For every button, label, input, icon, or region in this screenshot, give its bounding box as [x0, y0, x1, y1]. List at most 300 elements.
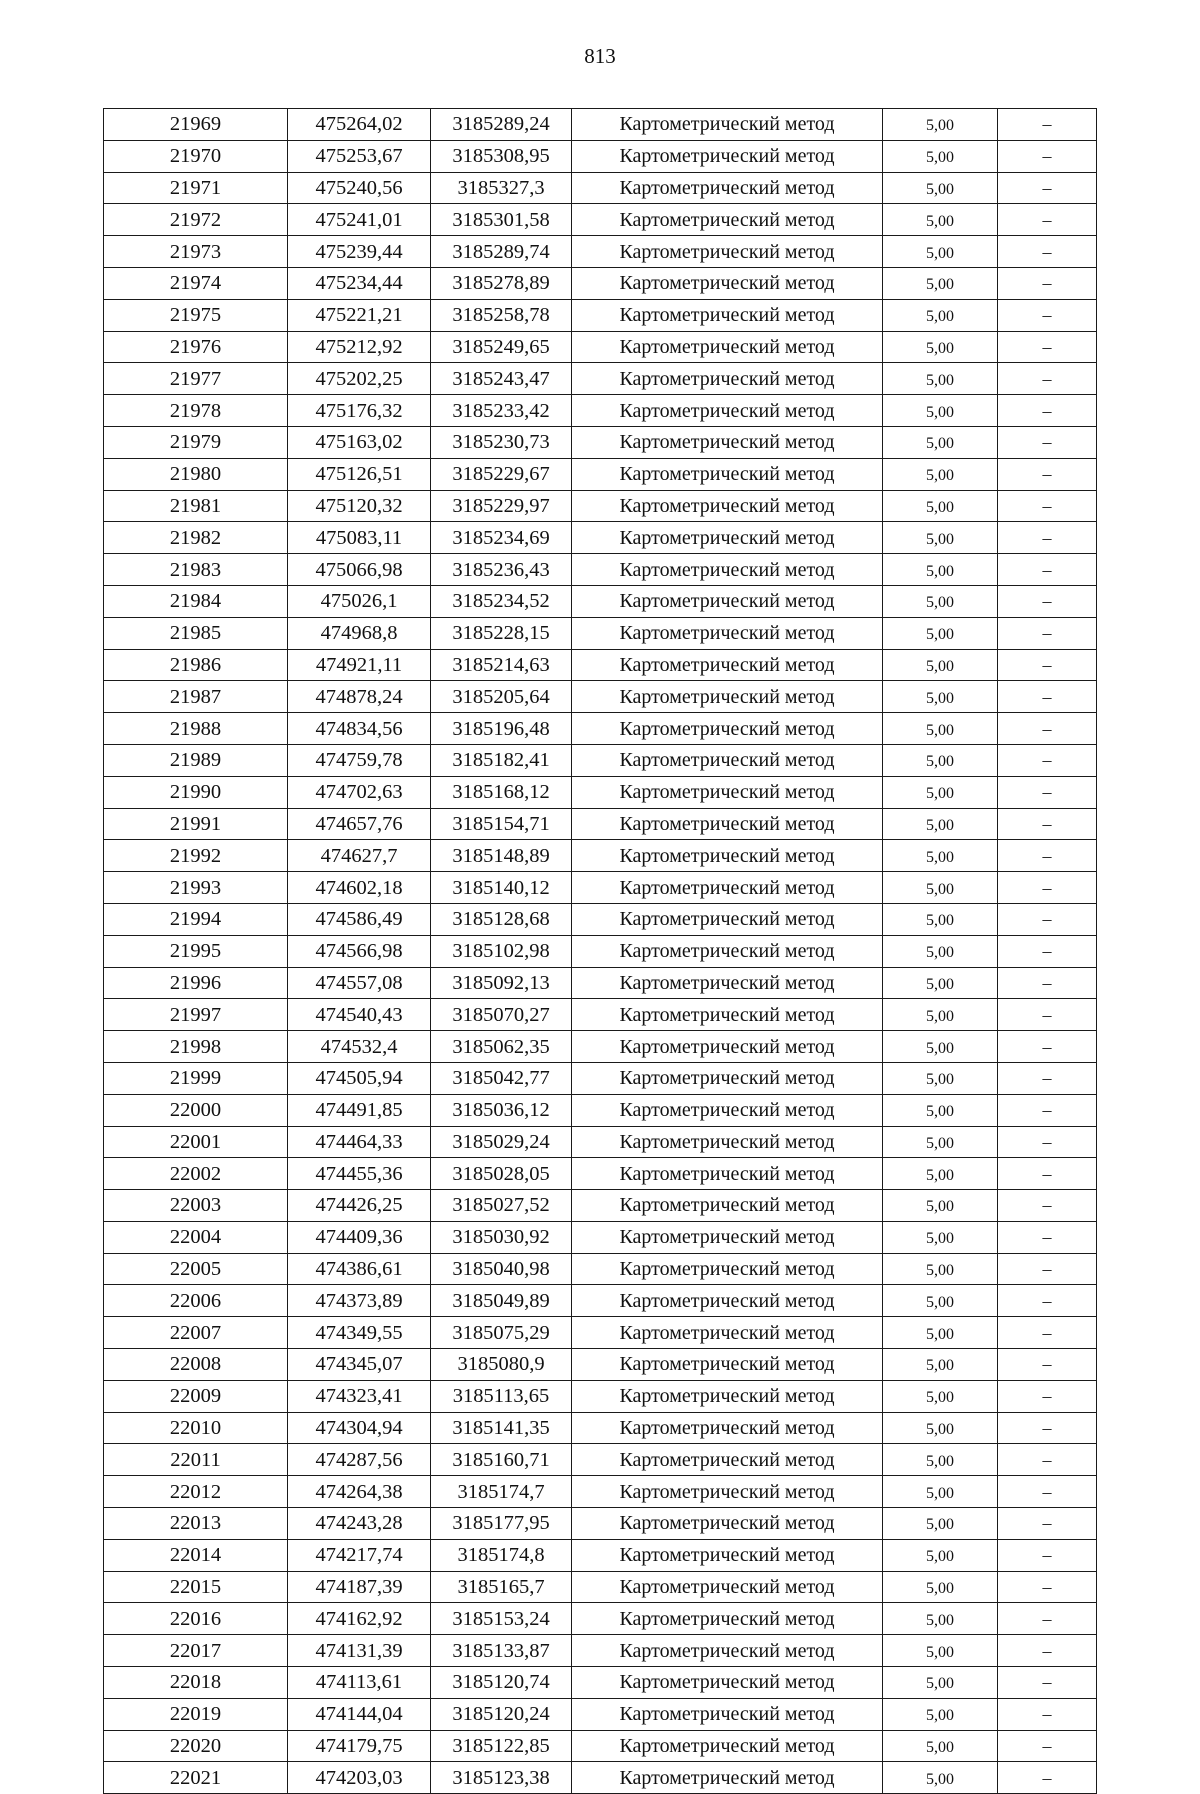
x-coordinate-cell: 474586,49 [288, 903, 431, 935]
y-coordinate-cell: 3185080,9 [431, 1349, 572, 1381]
description-cell: – [998, 744, 1097, 776]
y-coordinate-cell: 3185133,87 [431, 1635, 572, 1667]
y-coordinate-cell: 3185327,3 [431, 172, 572, 204]
table-row [104, 299, 1097, 331]
point-number-cell: 21976 [104, 331, 288, 363]
description-cell: – [998, 1603, 1097, 1635]
y-coordinate-cell: 3185174,8 [431, 1539, 572, 1571]
point-number-cell: 21985 [104, 617, 288, 649]
point-number-cell: 21998 [104, 1031, 288, 1063]
description-cell: – [998, 935, 1097, 967]
point-number-cell: 21988 [104, 713, 288, 745]
point-number-cell: 21992 [104, 840, 288, 872]
method-cell: Картометрический метод [572, 109, 883, 141]
table-row [104, 649, 1097, 681]
table-row [104, 1476, 1097, 1508]
x-coordinate-cell: 474287,56 [288, 1444, 431, 1476]
point-number-cell: 22020 [104, 1730, 288, 1762]
accuracy-cell: 5,00 [883, 1476, 998, 1508]
accuracy-cell: 5,00 [883, 999, 998, 1031]
table-row [104, 109, 1097, 141]
description-cell: – [998, 585, 1097, 617]
x-coordinate-cell: 474144,04 [288, 1698, 431, 1730]
accuracy-cell: 5,00 [883, 1190, 998, 1222]
method-cell: Картометрический метод [572, 967, 883, 999]
table-row [104, 1317, 1097, 1349]
y-coordinate-cell: 3185234,69 [431, 522, 572, 554]
method-cell: Картометрический метод [572, 1126, 883, 1158]
method-cell: Картометрический метод [572, 1158, 883, 1190]
table-row [104, 458, 1097, 490]
table-row [104, 1539, 1097, 1571]
description-cell: – [998, 1190, 1097, 1222]
table-row [104, 744, 1097, 776]
description-cell: – [998, 1539, 1097, 1571]
x-coordinate-cell: 474566,98 [288, 935, 431, 967]
x-coordinate-cell: 475240,56 [288, 172, 431, 204]
method-cell: Картометрический метод [572, 554, 883, 586]
point-number-cell: 21993 [104, 872, 288, 904]
y-coordinate-cell: 3185301,58 [431, 204, 572, 236]
method-cell: Картометрический метод [572, 999, 883, 1031]
x-coordinate-cell: 474505,94 [288, 1062, 431, 1094]
y-coordinate-cell: 3185168,12 [431, 776, 572, 808]
description-cell: – [998, 1571, 1097, 1603]
y-coordinate-cell: 3185249,65 [431, 331, 572, 363]
method-cell: Картометрический метод [572, 1380, 883, 1412]
point-number-cell: 22007 [104, 1317, 288, 1349]
description-cell: – [998, 1285, 1097, 1317]
point-number-cell: 21981 [104, 490, 288, 522]
description-cell: – [998, 140, 1097, 172]
y-coordinate-cell: 3185102,98 [431, 935, 572, 967]
table-row [104, 713, 1097, 745]
description-cell: – [998, 840, 1097, 872]
method-cell: Картометрический метод [572, 363, 883, 395]
method-cell: Картометрический метод [572, 172, 883, 204]
point-number-cell: 21975 [104, 299, 288, 331]
y-coordinate-cell: 3185289,24 [431, 109, 572, 141]
table-row [104, 426, 1097, 458]
description-cell: – [998, 1667, 1097, 1699]
x-coordinate-cell: 474464,33 [288, 1126, 431, 1158]
method-cell: Картометрический метод [572, 1253, 883, 1285]
description-cell: – [998, 458, 1097, 490]
table-row [104, 1126, 1097, 1158]
method-cell: Картометрический метод [572, 1094, 883, 1126]
point-number-cell: 21977 [104, 363, 288, 395]
y-coordinate-cell: 3185030,92 [431, 1221, 572, 1253]
method-cell: Картометрический метод [572, 299, 883, 331]
method-cell: Картометрический метод [572, 1031, 883, 1063]
accuracy-cell: 5,00 [883, 1762, 998, 1794]
table-row [104, 1730, 1097, 1762]
accuracy-cell: 5,00 [883, 363, 998, 395]
method-cell: Картометрический метод [572, 649, 883, 681]
y-coordinate-cell: 3185236,43 [431, 554, 572, 586]
y-coordinate-cell: 3185177,95 [431, 1508, 572, 1540]
table-row [104, 1667, 1097, 1699]
table-row [104, 935, 1097, 967]
table-row [104, 140, 1097, 172]
method-cell: Картометрический метод [572, 267, 883, 299]
table-row [104, 872, 1097, 904]
table-row [104, 1603, 1097, 1635]
point-number-cell: 22012 [104, 1476, 288, 1508]
description-cell: – [998, 331, 1097, 363]
method-cell: Картометрический метод [572, 490, 883, 522]
x-coordinate-cell: 475253,67 [288, 140, 431, 172]
table-row [104, 331, 1097, 363]
y-coordinate-cell: 3185278,89 [431, 267, 572, 299]
x-coordinate-cell: 474491,85 [288, 1094, 431, 1126]
point-number-cell: 21969 [104, 109, 288, 141]
y-coordinate-cell: 3185289,74 [431, 236, 572, 268]
point-number-cell: 22006 [104, 1285, 288, 1317]
method-cell: Картометрический метод [572, 1221, 883, 1253]
accuracy-cell: 5,00 [883, 1158, 998, 1190]
method-cell: Картометрический метод [572, 585, 883, 617]
accuracy-cell: 5,00 [883, 490, 998, 522]
description-cell: – [998, 426, 1097, 458]
point-number-cell: 21982 [104, 522, 288, 554]
y-coordinate-cell: 3185027,52 [431, 1190, 572, 1222]
method-cell: Картометрический метод [572, 935, 883, 967]
y-coordinate-cell: 3185075,29 [431, 1317, 572, 1349]
description-cell: – [998, 363, 1097, 395]
point-number-cell: 21987 [104, 681, 288, 713]
accuracy-cell: 5,00 [883, 1730, 998, 1762]
x-coordinate-cell: 474162,92 [288, 1603, 431, 1635]
accuracy-cell: 5,00 [883, 1539, 998, 1571]
accuracy-cell: 5,00 [883, 1285, 998, 1317]
point-number-cell: 22017 [104, 1635, 288, 1667]
y-coordinate-cell: 3185228,15 [431, 617, 572, 649]
point-number-cell: 21991 [104, 808, 288, 840]
x-coordinate-cell: 474243,28 [288, 1508, 431, 1540]
method-cell: Картометрический метод [572, 395, 883, 427]
page-number: 813 [584, 44, 616, 68]
x-coordinate-cell: 474627,7 [288, 840, 431, 872]
table-row [104, 617, 1097, 649]
y-coordinate-cell: 3185233,42 [431, 395, 572, 427]
x-coordinate-cell: 475163,02 [288, 426, 431, 458]
table-row [104, 267, 1097, 299]
method-cell: Картометрический метод [572, 1603, 883, 1635]
description-cell: – [998, 204, 1097, 236]
x-coordinate-cell: 474557,08 [288, 967, 431, 999]
y-coordinate-cell: 3185229,97 [431, 490, 572, 522]
description-cell: – [998, 1126, 1097, 1158]
description-cell: – [998, 1317, 1097, 1349]
x-coordinate-cell: 475264,02 [288, 109, 431, 141]
accuracy-cell: 5,00 [883, 1571, 998, 1603]
y-coordinate-cell: 3185214,63 [431, 649, 572, 681]
description-cell: – [998, 395, 1097, 427]
method-cell: Картометрический метод [572, 744, 883, 776]
description-cell: – [998, 1635, 1097, 1667]
y-coordinate-cell: 3185042,77 [431, 1062, 572, 1094]
accuracy-cell: 5,00 [883, 872, 998, 904]
table-row [104, 967, 1097, 999]
table-row [104, 1635, 1097, 1667]
description-cell: – [998, 1508, 1097, 1540]
accuracy-cell: 5,00 [883, 935, 998, 967]
description-cell: – [998, 681, 1097, 713]
accuracy-cell: 5,00 [883, 649, 998, 681]
description-cell: – [998, 1253, 1097, 1285]
method-cell: Картометрический метод [572, 1190, 883, 1222]
table-row [104, 681, 1097, 713]
method-cell: Картометрический метод [572, 204, 883, 236]
table-row [104, 1031, 1097, 1063]
method-cell: Картометрический метод [572, 1412, 883, 1444]
y-coordinate-cell: 3185174,7 [431, 1476, 572, 1508]
method-cell: Картометрический метод [572, 1730, 883, 1762]
method-cell: Картометрический метод [572, 1508, 883, 1540]
table-row [104, 204, 1097, 236]
point-number-cell: 22014 [104, 1539, 288, 1571]
table-row [104, 1221, 1097, 1253]
description-cell: – [998, 713, 1097, 745]
accuracy-cell: 5,00 [883, 267, 998, 299]
x-coordinate-cell: 475083,11 [288, 522, 431, 554]
accuracy-cell: 5,00 [883, 617, 998, 649]
method-cell: Картометрический метод [572, 840, 883, 872]
accuracy-cell: 5,00 [883, 585, 998, 617]
table-row [104, 808, 1097, 840]
y-coordinate-cell: 3185036,12 [431, 1094, 572, 1126]
method-cell: Картометрический метод [572, 776, 883, 808]
description-cell: – [998, 1476, 1097, 1508]
description-cell: – [998, 903, 1097, 935]
y-coordinate-cell: 3185165,7 [431, 1571, 572, 1603]
point-number-cell: 22013 [104, 1508, 288, 1540]
table-row [104, 1380, 1097, 1412]
y-coordinate-cell: 3185122,85 [431, 1730, 572, 1762]
table-row [104, 363, 1097, 395]
accuracy-cell: 5,00 [883, 1635, 998, 1667]
table-row [104, 903, 1097, 935]
method-cell: Картометрический метод [572, 1444, 883, 1476]
description-cell: – [998, 172, 1097, 204]
x-coordinate-cell: 474426,25 [288, 1190, 431, 1222]
accuracy-cell: 5,00 [883, 1349, 998, 1381]
method-cell: Картометрический метод [572, 140, 883, 172]
x-coordinate-cell: 475202,25 [288, 363, 431, 395]
table-row [104, 236, 1097, 268]
coordinates-table-body [104, 109, 1097, 1794]
method-cell: Картометрический метод [572, 426, 883, 458]
description-cell: – [998, 522, 1097, 554]
accuracy-cell: 5,00 [883, 1253, 998, 1285]
table-row [104, 776, 1097, 808]
point-number-cell: 21983 [104, 554, 288, 586]
accuracy-cell: 5,00 [883, 140, 998, 172]
description-cell: – [998, 808, 1097, 840]
point-number-cell: 22018 [104, 1667, 288, 1699]
method-cell: Картометрический метод [572, 713, 883, 745]
accuracy-cell: 5,00 [883, 1317, 998, 1349]
y-coordinate-cell: 3185154,71 [431, 808, 572, 840]
accuracy-cell: 5,00 [883, 776, 998, 808]
y-coordinate-cell: 3185120,74 [431, 1667, 572, 1699]
x-coordinate-cell: 475234,44 [288, 267, 431, 299]
description-cell: – [998, 999, 1097, 1031]
description-cell: – [998, 872, 1097, 904]
point-number-cell: 22002 [104, 1158, 288, 1190]
method-cell: Картометрический метод [572, 1476, 883, 1508]
point-number-cell: 22001 [104, 1126, 288, 1158]
accuracy-cell: 5,00 [883, 204, 998, 236]
y-coordinate-cell: 3185049,89 [431, 1285, 572, 1317]
y-coordinate-cell: 3185205,64 [431, 681, 572, 713]
point-number-cell: 22019 [104, 1698, 288, 1730]
method-cell: Картометрический метод [572, 1698, 883, 1730]
x-coordinate-cell: 474349,55 [288, 1317, 431, 1349]
point-number-cell: 21973 [104, 236, 288, 268]
description-cell: – [998, 776, 1097, 808]
point-number-cell: 21995 [104, 935, 288, 967]
x-coordinate-cell: 474131,39 [288, 1635, 431, 1667]
y-coordinate-cell: 3185308,95 [431, 140, 572, 172]
method-cell: Картометрический метод [572, 617, 883, 649]
description-cell: – [998, 299, 1097, 331]
description-cell: – [998, 1762, 1097, 1794]
accuracy-cell: 5,00 [883, 1412, 998, 1444]
table-row [104, 1762, 1097, 1794]
x-coordinate-cell: 474878,24 [288, 681, 431, 713]
coordinates-table [103, 108, 1097, 1794]
point-number-cell: 22021 [104, 1762, 288, 1794]
table-row [104, 1285, 1097, 1317]
point-number-cell: 21990 [104, 776, 288, 808]
method-cell: Картометрический метод [572, 1571, 883, 1603]
table-row [104, 522, 1097, 554]
point-number-cell: 21971 [104, 172, 288, 204]
point-number-cell: 21970 [104, 140, 288, 172]
description-cell: – [998, 1349, 1097, 1381]
method-cell: Картометрический метод [572, 522, 883, 554]
description-cell: – [998, 1062, 1097, 1094]
x-coordinate-cell: 475026,1 [288, 585, 431, 617]
table-row [104, 1158, 1097, 1190]
x-coordinate-cell: 475241,01 [288, 204, 431, 236]
x-coordinate-cell: 474532,4 [288, 1031, 431, 1063]
accuracy-cell: 5,00 [883, 713, 998, 745]
description-cell: – [998, 617, 1097, 649]
accuracy-cell: 5,00 [883, 522, 998, 554]
x-coordinate-cell: 475212,92 [288, 331, 431, 363]
accuracy-cell: 5,00 [883, 1126, 998, 1158]
method-cell: Картометрический метод [572, 1062, 883, 1094]
accuracy-cell: 5,00 [883, 744, 998, 776]
description-cell: – [998, 267, 1097, 299]
y-coordinate-cell: 3185196,48 [431, 713, 572, 745]
table-row [104, 1508, 1097, 1540]
point-number-cell: 21986 [104, 649, 288, 681]
method-cell: Картометрический метод [572, 872, 883, 904]
description-cell: – [998, 1380, 1097, 1412]
y-coordinate-cell: 3185229,67 [431, 458, 572, 490]
point-number-cell: 22005 [104, 1253, 288, 1285]
x-coordinate-cell: 475126,51 [288, 458, 431, 490]
y-coordinate-cell: 3185120,24 [431, 1698, 572, 1730]
x-coordinate-cell: 474345,07 [288, 1349, 431, 1381]
point-number-cell: 22003 [104, 1190, 288, 1222]
x-coordinate-cell: 475120,32 [288, 490, 431, 522]
point-number-cell: 21984 [104, 585, 288, 617]
point-number-cell: 21972 [104, 204, 288, 236]
accuracy-cell: 5,00 [883, 1508, 998, 1540]
table-row [104, 1349, 1097, 1381]
table-row [104, 999, 1097, 1031]
accuracy-cell: 5,00 [883, 1444, 998, 1476]
method-cell: Картометрический метод [572, 1539, 883, 1571]
accuracy-cell: 5,00 [883, 426, 998, 458]
x-coordinate-cell: 475221,21 [288, 299, 431, 331]
y-coordinate-cell: 3185123,38 [431, 1762, 572, 1794]
description-cell: – [998, 1221, 1097, 1253]
table-row [104, 1253, 1097, 1285]
table-row [104, 1062, 1097, 1094]
accuracy-cell: 5,00 [883, 1698, 998, 1730]
x-coordinate-cell: 474386,61 [288, 1253, 431, 1285]
point-number-cell: 21979 [104, 426, 288, 458]
point-number-cell: 22000 [104, 1094, 288, 1126]
x-coordinate-cell: 474179,75 [288, 1730, 431, 1762]
y-coordinate-cell: 3185234,52 [431, 585, 572, 617]
x-coordinate-cell: 474409,36 [288, 1221, 431, 1253]
table-row [104, 172, 1097, 204]
accuracy-cell: 5,00 [883, 808, 998, 840]
description-cell: – [998, 1412, 1097, 1444]
point-number-cell: 21994 [104, 903, 288, 935]
point-number-cell: 21974 [104, 267, 288, 299]
y-coordinate-cell: 3185029,24 [431, 1126, 572, 1158]
accuracy-cell: 5,00 [883, 395, 998, 427]
point-number-cell: 22015 [104, 1571, 288, 1603]
table-row [104, 840, 1097, 872]
point-number-cell: 21999 [104, 1062, 288, 1094]
description-cell: – [998, 490, 1097, 522]
y-coordinate-cell: 3185160,71 [431, 1444, 572, 1476]
description-cell: – [998, 554, 1097, 586]
y-coordinate-cell: 3185153,24 [431, 1603, 572, 1635]
y-coordinate-cell: 3185148,89 [431, 840, 572, 872]
accuracy-cell: 5,00 [883, 840, 998, 872]
x-coordinate-cell: 474702,63 [288, 776, 431, 808]
table-row [104, 1190, 1097, 1222]
table-row [104, 585, 1097, 617]
table-row [104, 1444, 1097, 1476]
accuracy-cell: 5,00 [883, 903, 998, 935]
y-coordinate-cell: 3185128,68 [431, 903, 572, 935]
accuracy-cell: 5,00 [883, 1221, 998, 1253]
table-row [104, 554, 1097, 586]
method-cell: Картометрический метод [572, 1667, 883, 1699]
accuracy-cell: 5,00 [883, 1062, 998, 1094]
x-coordinate-cell: 474968,8 [288, 617, 431, 649]
point-number-cell: 22016 [104, 1603, 288, 1635]
x-coordinate-cell: 474373,89 [288, 1285, 431, 1317]
table-row [104, 490, 1097, 522]
x-coordinate-cell: 474323,41 [288, 1380, 431, 1412]
point-number-cell: 21978 [104, 395, 288, 427]
point-number-cell: 21980 [104, 458, 288, 490]
method-cell: Картометрический метод [572, 1317, 883, 1349]
method-cell: Картометрический метод [572, 331, 883, 363]
